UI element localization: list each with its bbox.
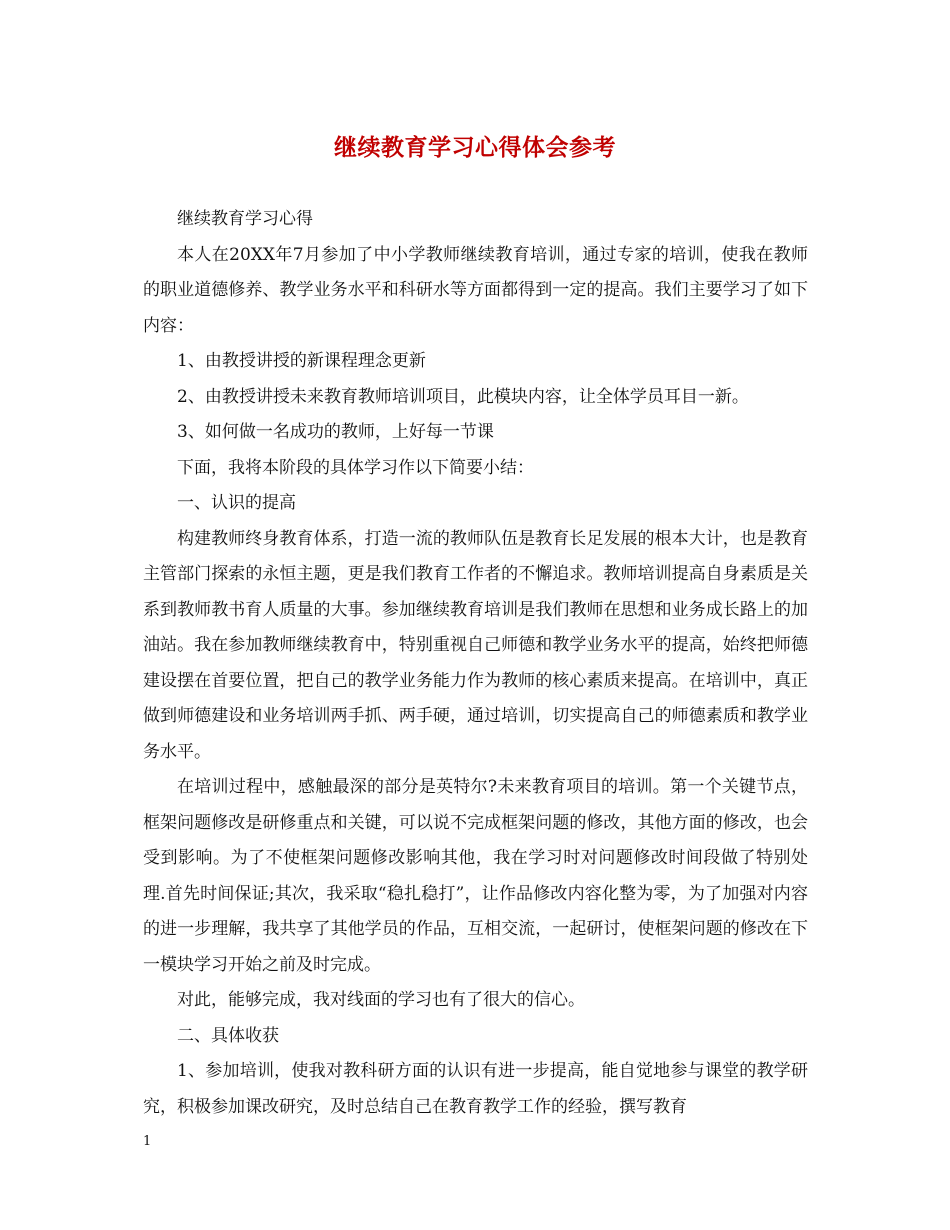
- paragraph-subtitle: 继续教育学习心得: [177, 209, 313, 229]
- paragraph-intro: 本人在20XX年7月参加了中小学教师继续教育培训，通过专家的培训，使我在教师的职业道德修养、教学业务水平和科研水等方面都得到一定的提高。我们主要学习了如下内容：: [143, 244, 808, 336]
- paragraph-item-2: 2、由教授讲授未来教育教师培训项目，此模块内容，让全体学员耳目一新。: [177, 386, 749, 407]
- paragraph-item-1: 1、由教授讲授的新课程理念更新: [177, 351, 426, 371]
- paragraph-body-3: 对此，能够完成，我对线面的学习也有了很大的信心。: [177, 990, 585, 1010]
- paragraph-summary-lead: 下面，我将本阶段的具体学习作以下简要小结：: [177, 457, 534, 478]
- paragraph-item-3: 3、如何做一名成功的教师，上好每一节课: [177, 422, 494, 442]
- document-body: [143, 202, 808, 1125]
- paragraph-body-4: 1、参加培训，使我对教科研方面的认识有进一步提高，能自觉地参与课堂的教学研究，积极参加课改研究，及时总结自己在教育教学工作的经验，撰写教育: [143, 1061, 808, 1117]
- document-title: 继续教育学习心得体会参考: [334, 134, 616, 161]
- section-heading-2: 二、具体收获: [177, 1025, 279, 1046]
- section-heading-1: 一、认识的提高: [177, 493, 296, 513]
- paragraph-body-1: 构建教师终身教育体系，打造一流的教师队伍是教育长足发展的根本大计，也是教育主管部门探索的永恒主题，更是我们教育工作者的不懈追求。教师培训提高自身素质是关系到教师教书育人质量的大事。参加继续教育培训是我们教师在思想和业务成长路上的加油站。我在参加教师继续教育中，特别重视自己师德和教学业务水平的提高，始终把师德建设摆在首要位置，把自己的教学业务能力作为教师的核心素质来提高。在培训中，真正做到师德建设和业务培训两手抓、两手硬，通过培训，切实提高自己的师德素质和教学业务水平。: [143, 528, 808, 762]
- paragraph-body-2: 在培训过程中，感触最深的部分是英特尔?未来教育项目的培训。第一个关键节点，框架问题修改是研修重点和关键，可以说不完成框架问题的修改，其他方面的修改，也会受到影响。为了不使框架问题修改影响其他，我在学习时对问题修改时间段做了特别处理.首先时间保证;其次，我采取“稳扎稳打”，让作品修改内容化整为零，为了加强对内容的进一步理解，我共享了其他学员的作品，互相交流，一起研讨，使框架问题的修改在下一模块学习开始之前及时完成。: [143, 777, 808, 975]
- page-number: 1: [143, 1134, 152, 1149]
